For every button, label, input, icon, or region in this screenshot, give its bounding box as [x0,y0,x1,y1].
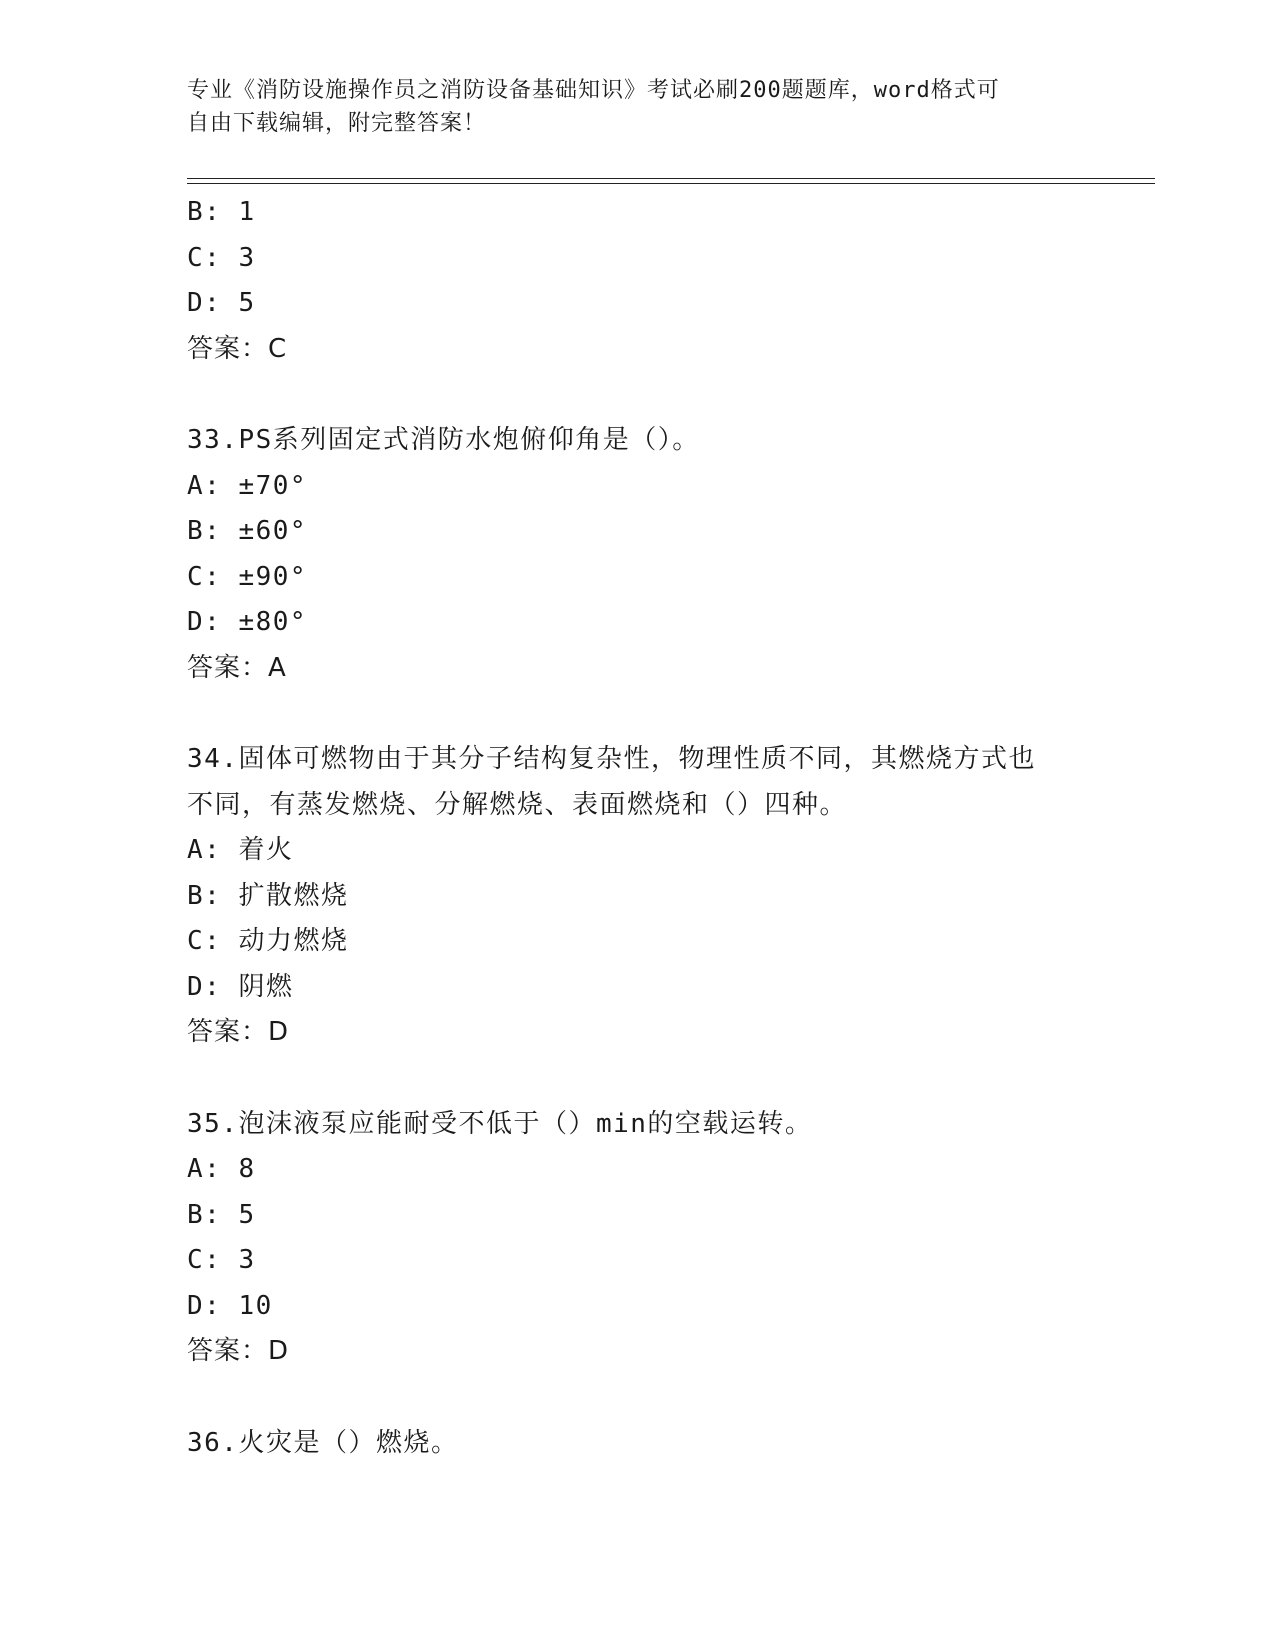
option-c: C: 3 [187,242,256,273]
header-divider [187,183,1155,184]
partial-question-block [187,190,1087,372]
header-title-line-1: 专业《消防设施操作员之消防设备基础知识》考试必刷200题题库，word格式可 [187,78,1000,103]
option-a: A: 着火 [187,835,294,865]
question-block-33 [187,418,1087,691]
option-a: A: ±70° [187,470,308,501]
option-b: B: 扩散燃烧 [187,880,349,911]
option-c: C: ±90° [187,561,308,592]
answer-label: 答案：A [187,652,287,683]
question-stem: 33.PS系列固定式消防水炮俯仰角是（）。 [187,425,700,455]
answer-label: 答案：D [187,1336,290,1366]
answer-label: 答案：C [187,333,288,364]
option-b: B: 5 [187,1199,256,1230]
question-list [187,190,1087,1466]
option-c: C: 3 [187,1245,256,1275]
header-title-line-2: 自由下载编辑，附完整答案！ [187,111,487,136]
header-divider [187,178,1155,179]
option-d: D: ±80° [187,607,308,637]
option-b: B: 1 [187,197,256,227]
option-c: C: 动力燃烧 [187,926,349,956]
question-stem-continued: 不同，有蒸发燃烧、分解燃烧、表面燃烧和（）四种。 [187,789,848,820]
question-stem: 36.火灾是（）燃烧。 [187,1427,459,1458]
question-stem: 34.固体可燃物由于其分子结构复杂性，物理性质不同，其燃烧方式也 [187,744,1036,774]
question-block-35 [187,1102,1087,1375]
option-d: D: 阴燃 [187,971,294,1002]
question-stem: 35.泡沫液泵应能耐受不低于（）min的空载运转。 [187,1108,813,1139]
document-header [187,74,1087,140]
option-a: A: 8 [187,1154,256,1184]
question-block-36 [187,1421,1087,1467]
option-b: B: ±60° [187,516,308,546]
answer-label: 答案：D [187,1017,290,1047]
option-d: D: 5 [187,288,256,318]
question-block-34 [187,737,1087,1056]
option-d: D: 10 [187,1290,273,1321]
